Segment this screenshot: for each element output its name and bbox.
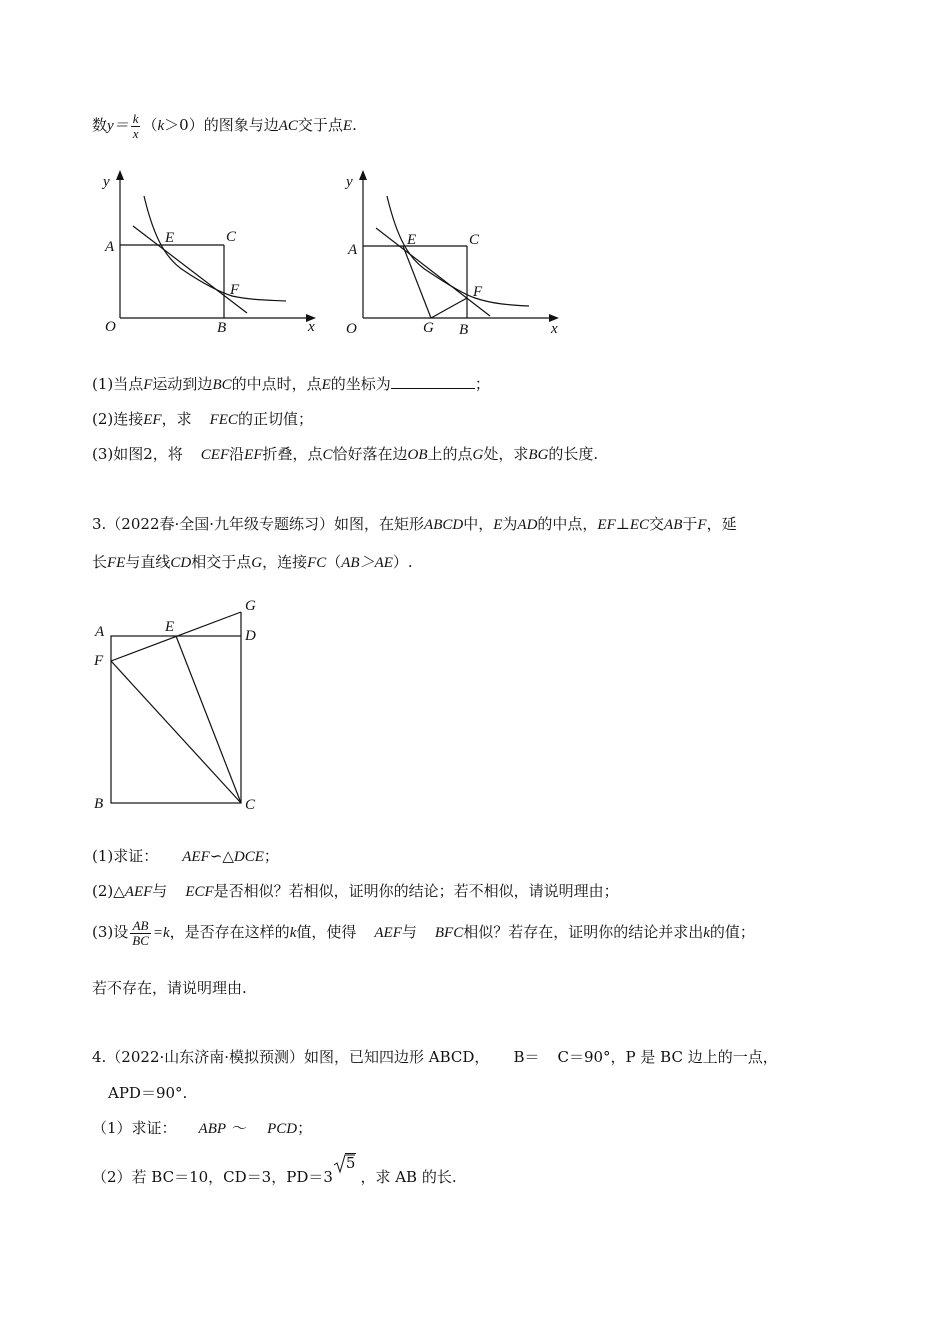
q3-s3-fraction [130,919,151,947]
q2-p3-EF: EF [244,447,263,463]
q3-l1-text-d: 的中点， [537,515,598,533]
fig3-rectangle [111,636,241,803]
q3-s3-text-b: ，是否存在这样的 [169,923,290,941]
q3-s1-sim: ∽△ [209,847,234,865]
fig1-label-c: C [226,229,237,245]
q3-l2-FC: FC [307,555,327,571]
q3-s1-AEF: AEF [182,849,210,865]
q3-l2-text-c: 相交于点 [191,553,252,571]
q2-p1-E: E [321,377,331,393]
q3-s1-text-a: (1)求证： [92,847,159,865]
q2-p3-text-a: (3)如图2，将 [92,445,183,463]
q3-l2-G: G [251,555,263,571]
q4-s1-sim: ～ [232,1119,248,1137]
q2-p2-FEC: FEC [209,412,238,428]
fig2-label-f: F [473,284,483,300]
top-edge: AC [278,118,298,135]
q3-l1-text-b: 中， [463,515,494,533]
top-lead: 数 [92,116,108,135]
q4-s2-text-a: （2）若 BC＝10，CD＝3，PD＝3 [92,1168,333,1186]
q2-part-1 [92,373,490,394]
q3-l2-compare: AB＞AE [341,555,393,571]
fig1-label-e: E [165,230,175,246]
q4-l1-angle-b: B＝ [513,1048,540,1066]
q2-p1-end: ； [474,375,490,393]
fig2-label-y: y [346,174,353,190]
fig2-hyperbola [387,196,529,306]
q3-l2-text-e: （ [326,553,342,571]
q4-s1-text-a: （1）求证： [92,1119,177,1137]
q2-p3-text-c: 折叠，点 [262,445,323,463]
q4-l1-text-a: 4.（2022·山东济南·模拟预测）如图，已知四边形 ABCD， [92,1048,490,1066]
q2-p1-answer-blank[interactable] [391,374,475,389]
q2-p1-BC: BC [212,377,232,393]
q2-p2-text-c: 的正切值； [237,410,313,428]
fig3-label-a: A [95,624,105,640]
q2-p2-text-a: (2)连接 [92,410,144,428]
fig1-label-a: A [105,239,115,255]
q4-s2-radicand: 5 [345,1154,356,1172]
q3-l1-text-g: ，延 [706,515,737,533]
q3-l2-text-f: ）. [392,553,413,571]
radical-sign-icon [333,1154,347,1174]
q4-sub-1 [92,1117,312,1138]
q3-s3-k3: k [703,925,710,941]
q3-l2-text-d: ，连接 [262,553,308,571]
fig1-label-f: F [230,282,240,298]
q2-p3-OB: OB [407,447,428,463]
q3-s2-text-b: 与 [152,882,168,900]
q3-l1-F: F [697,517,707,533]
fig3-label-b: B [94,796,104,812]
fig3-label-g: G [245,598,256,614]
q3-l2-CD: CD [170,555,192,571]
q2-p1-text-d: 的坐标为 [330,375,391,393]
q2-p3-text-g: 的长度. [548,445,599,463]
q2-p3-C: C [322,447,333,463]
q2-p3-text-d: 恰好落在边 [332,445,408,463]
q3-l2-FE: FE [107,555,126,571]
q2-p1-text-a: (1)当点 [92,375,144,393]
q3-s2-ECF: ECF [185,884,214,900]
q4-s1-PCD: PCD [267,1121,298,1137]
top-cond-rest: ＞0）的图象与边 [164,116,279,135]
fig1-label-x: x [308,319,315,335]
q3-s2-text-c: 是否相似？若相似，证明你的结论；若不相似，请说明理由； [213,882,619,900]
q2-p2-text-b: ，求 [161,410,192,428]
figure-1 [100,168,330,343]
q3-sub-2 [92,880,619,901]
fig1-hyperbola [144,196,286,301]
q3-l1-EC: EC [629,517,650,533]
q3-l1-text-f: 于 [682,515,698,533]
q3-sub-3 [92,912,755,953]
q3-s1-DCE: DCE [233,849,264,865]
q3-s3-text-e: 相似？若存在，证明你的结论并求出 [463,923,704,941]
q3-l1-AB: AB [664,517,683,533]
q3-l1-text-a: 3.（2022春·全国·九年级专题练习）如图，在矩形 [92,515,425,533]
fig1-label-o: O [105,319,116,335]
q3-s3-k: k [163,925,170,941]
q4-s1-end: ； [297,1119,313,1137]
q3-l1-EF: EF [597,517,616,533]
fig1-y-arrow [116,170,124,180]
top-tail: 交于点 [297,116,343,135]
fig3-label-f: F [94,653,104,669]
q3-s3-k2: k [289,925,297,941]
q3-s3-text-c: 值，使得 [296,923,357,941]
fig2-label-a: A [348,242,358,258]
q2-p1-text-c: 的中点时，点 [231,375,322,393]
q2-p1-text-b: 运动到边 [152,375,213,393]
q2-part-2 [92,408,313,429]
fig3-label-e: E [165,619,175,635]
q3-s3-AEF: AEF [374,925,402,941]
figure-2 [343,168,573,343]
top-frac-den: x [132,125,139,141]
q3-s3-den: BC [132,932,149,948]
fig2-label-o: O [346,321,357,337]
figure-3 [88,592,278,822]
q2-p3-CEF: CEF [200,447,230,463]
fig3-label-d: D [245,628,256,644]
top-cond-open: （ [142,116,158,135]
fig1-label-b: B [217,320,227,336]
q2-p3-text-e: 上的点 [427,445,473,463]
fig2-line-eg [403,246,431,318]
q3-s3-text-a: (3)设 [92,923,129,941]
top-end: . [352,116,357,135]
top-line [92,112,357,140]
q3-s3-text-f: 的值； [709,923,755,941]
q2-p3-BG: BG [528,447,549,463]
fig3-line-ec [176,636,241,803]
q3-l1-E: E [493,517,503,533]
fig3-line-fc [111,661,241,803]
top-cond-var: k [157,118,165,135]
q3-s1-end: ； [263,847,279,865]
fig2-label-g: G [423,320,434,336]
top-y-eq: y＝ [107,118,129,135]
q2-p1-F: F [143,377,153,393]
q4-s1-ABP: ABP [198,1121,227,1137]
q3-line-2 [92,551,413,572]
q3-l1-perp: ⊥ [615,515,630,533]
q2-part-3 [92,443,598,464]
q3-s3-text-d: 与 [401,923,417,941]
q3-sub-1 [92,845,279,866]
q3-l1-AD: AD [517,517,538,533]
top-fraction [131,112,141,140]
top-frac-num: k [132,111,139,126]
fig2-label-b: B [459,322,469,338]
fig3-label-c: C [245,797,256,813]
q3-l1-ABCD: ABCD [424,517,464,533]
q3-l1-text-c: 为 [502,515,518,533]
q3-s3-num: AB [130,919,151,934]
q3-l2-text-a: 长 [92,553,108,571]
fig2-y-arrow [359,170,367,180]
q2-p3-text-f: 处，求 [483,445,529,463]
q3-s2-text-a: (2)△ [92,882,125,900]
q2-p2-EF: EF [143,412,162,428]
q3-l2-text-b: 与直线 [125,553,171,571]
q3-s3-BFC: BFC [434,925,464,941]
fig2-line-gf [431,298,467,318]
fig2-label-c: C [469,232,480,248]
q3-line-1 [92,513,737,534]
q3-s3-eq: = [152,925,163,941]
q4-sub-2 [92,1154,457,1187]
top-point: E [342,118,353,135]
q4-l1-angle-c: C＝90°，P 是 BC 边上的一点， [557,1048,778,1066]
q2-p3-G: G [472,447,484,463]
q2-p3-text-b: 沿 [229,445,245,463]
fig2-label-x: x [551,321,558,337]
fig1-label-y: y [103,174,110,190]
q4-s2-text-b: ，求 AB 的长. [360,1168,457,1186]
fig2-label-e: E [407,232,417,248]
q4-s2-sqrt [333,1154,357,1172]
q4-line-2: APD＝90°. [108,1084,188,1102]
q3-sub-3-line-2: 若不存在，请说明理由. [92,979,247,997]
q3-l1-text-e: 交 [649,515,665,533]
q3-s2-AEF: AEF [124,884,153,900]
q4-line-1 [92,1046,778,1067]
